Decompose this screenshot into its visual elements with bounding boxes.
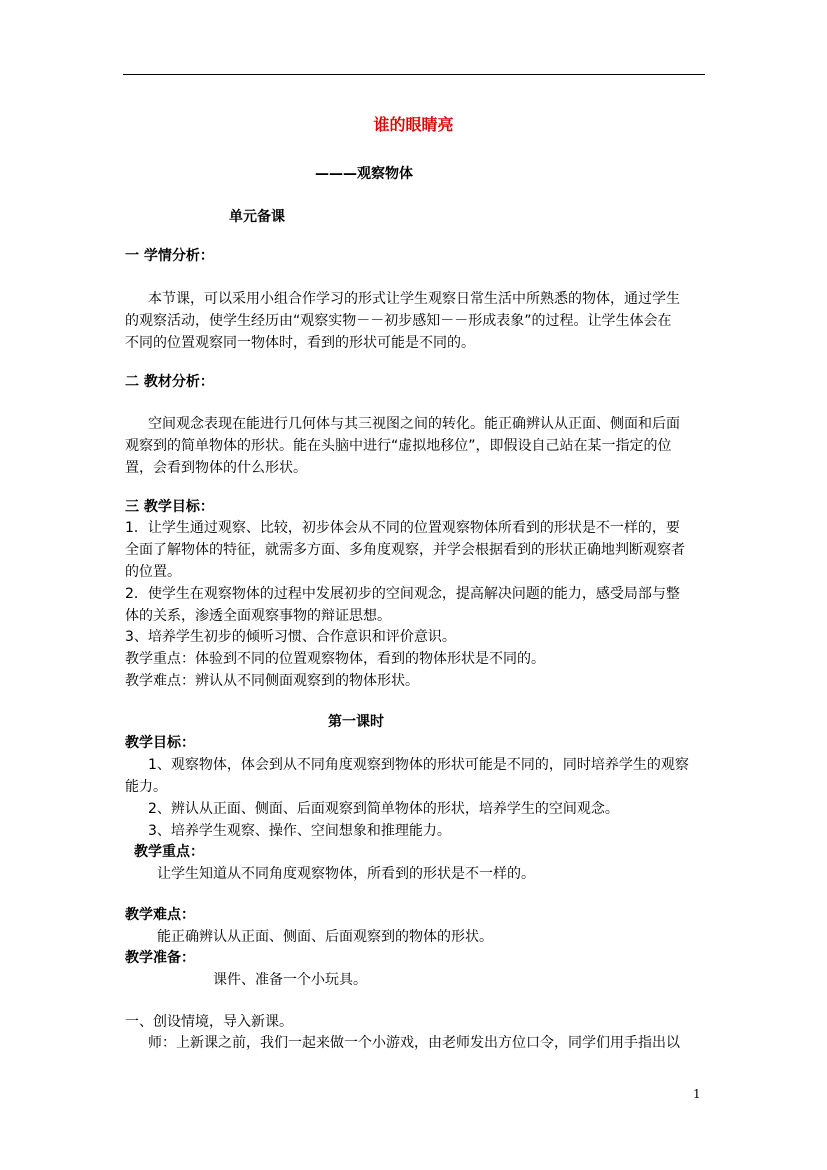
section-3-line: 教学重点：体验到不同的位置观察物体，看到的物体形状是不同的。 <box>125 651 545 667</box>
section-1-line: 不同的位置观察同一物体时，看到的形状可能是不同的。 <box>125 335 475 351</box>
document-title: 谁的眼睛亮 <box>373 115 454 134</box>
section-1-heading: 一 学情分析： <box>125 248 214 264</box>
section-3-line: 体的关系，渗透全面观察事物的辩证思想。 <box>125 608 391 624</box>
header-rule <box>123 74 705 75</box>
section-3-line: 全面了解物体的特征，就需多方面、多角度观察，并学会根据看到的形状正确地判断观察者 <box>125 542 685 558</box>
goals-line: 1、观察物体，体会到从不同角度观察到物体的形状可能是不同的，同时培养学生的观察 <box>148 757 689 773</box>
section-2-line: 空间观念表现在能进行几何体与其三视图之间的转化。能正确辨认从正面、侧面和后面 <box>148 416 680 432</box>
section-3-line: 1．让学生通过观察、比较，初步体会从不同的位置观察物体所看到的形状是不一样的，要 <box>125 520 680 536</box>
step-1-text: 师：上新课之前，我们一起来做一个小游戏，由老师发出方位口令，同学们用手指出以 <box>148 1035 680 1051</box>
goals-line: 3、培养学生观察、操作、空间想象和推理能力。 <box>148 823 451 839</box>
section-3-line: 3、培养学生初步的倾听习惯、合作意识和评价意识。 <box>125 629 456 645</box>
lesson-1-heading: 第一课时 <box>328 714 384 730</box>
goals-label: 教学目标： <box>125 735 195 751</box>
preparation-text: 课件、准备一个小玩具。 <box>213 972 367 988</box>
section-2-line: 置，会看到物体的什么形状。 <box>125 460 307 476</box>
section-3-line: 教学难点：辨认从不同侧面观察到的物体形状。 <box>125 673 419 689</box>
section-2-heading: 二 教材分析： <box>125 374 214 390</box>
goals-line: 能力。 <box>125 779 167 795</box>
section-3-line: 2．使学生在观察物体的过程中发展初步的空间观念，提高解决问题的能力，感受局部与整 <box>125 586 680 602</box>
section-3-line: 的位置。 <box>125 564 181 580</box>
difficulty-text: 能正确辨认从正面、侧面、后面观察到的物体的形状。 <box>157 929 493 945</box>
goals-line: 2、辨认从正面、侧面、后面观察到简单物体的形状，培养学生的空间观念。 <box>148 801 619 817</box>
document-subtitle: ———观察物体 <box>315 166 413 182</box>
unit-prep-heading: 单元备课 <box>229 209 285 225</box>
key-point-text: 让学生知道从不同角度观察物体，所看到的形状是不一样的。 <box>157 866 535 882</box>
difficulty-label: 教学难点： <box>125 907 195 923</box>
section-2-line: 观察到的简单物体的形状。能在头脑中进行“虚拟地移位”，即假设自己站在某一指定的位 <box>125 438 672 454</box>
page-number: 1 <box>693 1087 701 1101</box>
section-1-line: 本节课，可以采用小组合作学习的形式让学生观察日常生活中所熟悉的物体，通过学生 <box>148 291 680 307</box>
key-point-label: 教学重点： <box>134 844 204 860</box>
step-1-heading: 一、创设情境，导入新课。 <box>125 1014 293 1030</box>
preparation-label: 教学准备： <box>125 950 195 966</box>
section-1-line: 的观察活动，使学生经历由“观察实物－－初步感知－－形成表象”的过程。让学生体会在 <box>125 313 672 329</box>
section-3-heading: 三 教学目标： <box>125 499 214 515</box>
